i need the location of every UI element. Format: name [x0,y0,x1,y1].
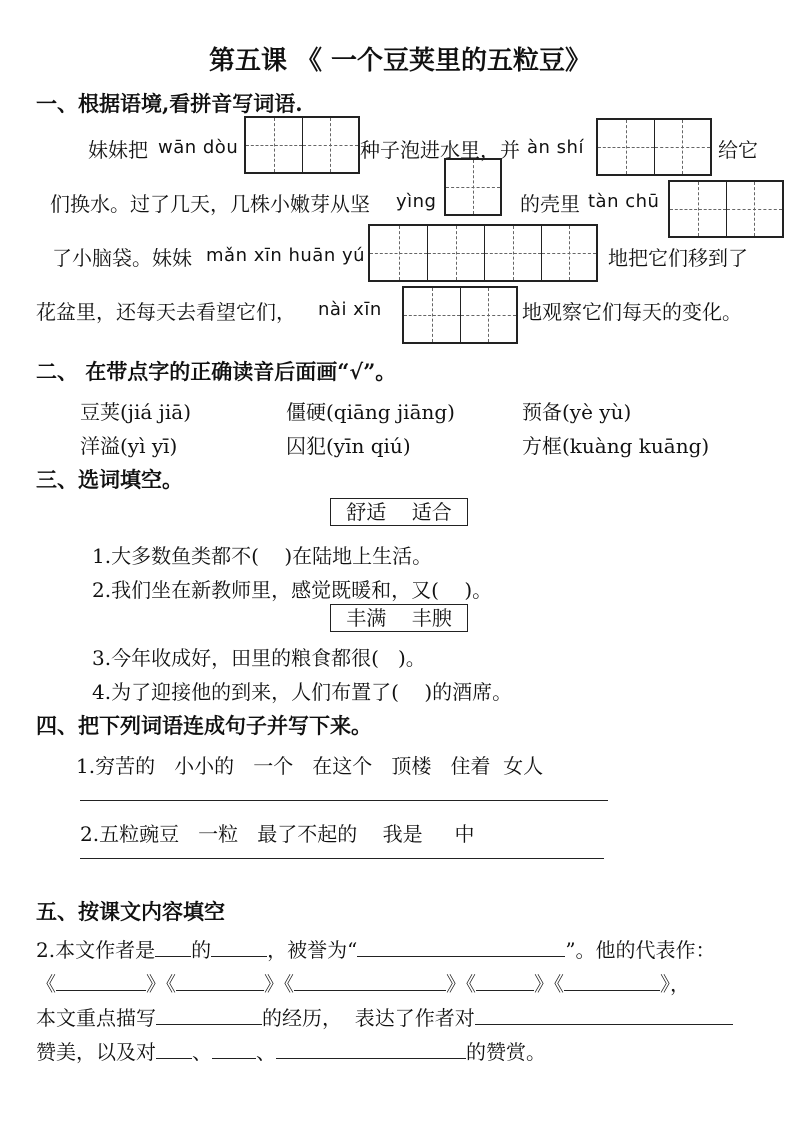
s1-text-1c: 给它 [718,138,758,162]
blank[interactable] [156,1036,192,1059]
s1-text-4b: 地观察它们每天的变化。 [522,300,742,324]
fill-text: 2.本文作者是 [36,938,156,962]
s1-text-4a: 花盆里，还每天去看望它们， [36,300,296,324]
blank[interactable] [176,968,264,991]
writing-grid-anshi[interactable] [596,118,712,176]
writing-grid-wandou[interactable] [244,116,360,174]
pinyin-anshi: àn shí [527,137,584,158]
fill-line-works [36,968,690,997]
pinyin-manxinhuanyu: mǎn xīn huān yú [206,245,366,266]
pronunciation-item[interactable]: 方框(kuàng kuāng) [522,434,710,458]
writing-grid-naixin[interactable] [402,286,518,344]
fill-text: 》， [660,972,690,996]
blank[interactable] [357,934,565,957]
s1-text-2b: 的壳里 [520,192,580,216]
pinyin-naixin: nài xīn [318,299,382,320]
pronunciation-item[interactable]: 囚犯(yīn qiú) [286,434,411,458]
pronunciation-item[interactable]: 洋溢(yì yī) [80,434,178,458]
fill-text: 、 [192,1040,212,1064]
fill-question-3[interactable]: 3.今年收成好，田里的粮食都很( )。 [92,646,426,670]
s1-text-3a: 了小脑袋。妹妹 [52,246,192,270]
fill-text: ，被誉为“ [267,938,358,962]
pronunciation-item[interactable]: 预备(yè yù) [522,400,632,424]
sentence-words-1: 1.穷苦的 小小的 一个 在这个 顶楼 住着 女人 [76,754,544,778]
fill-text: 《 [284,972,294,996]
blank[interactable] [155,934,191,957]
fill-text: 《 [36,972,56,996]
blank[interactable] [276,1036,466,1059]
pinyin-wandou: wān dòu [158,137,239,158]
blank[interactable] [212,1036,256,1059]
fill-text: 的经历， 表达了作者对 [262,1006,475,1030]
pronunciation-item[interactable]: 豆荚(jiá jiā) [80,400,192,424]
fill-text: 的赞赏。 [466,1040,546,1064]
fill-text: 《 [554,972,564,996]
fill-text: 》 [146,972,166,996]
fill-text: 》 [446,972,466,996]
blank[interactable] [294,968,446,991]
fill-question-1[interactable]: 1.大多数鱼类都不( )在陆地上生活。 [92,544,433,568]
section2-heading: 二、 在带点字的正确读音后面画“√”。 [36,359,397,384]
sentence-words-2: 2.五粒豌豆 一粒 最了不起的 我是 中 [80,822,475,846]
fill-text: 本文重点描写 [36,1006,156,1030]
s1-text-2a: 们换水。过了几天，几株小嫩芽从坚 [50,192,370,216]
fill-text: 赞美，以及对 [36,1040,156,1064]
blank[interactable] [564,968,660,991]
word-choice-box-1: 舒适 适合 [330,498,468,526]
section3-heading: 三、选词填空。 [36,467,183,492]
pinyin-tanchu: tàn chū [588,191,660,212]
writing-grid-manxinhuanyu[interactable] [368,224,598,282]
s1-text-3b: 地把它们移到了 [608,246,748,270]
fill-line-praise [36,1036,546,1065]
fill-text: 《 [166,972,176,996]
answer-line-1[interactable] [80,800,608,801]
fill-text: 》 [534,972,554,996]
pinyin-ying: yìng [396,191,437,212]
fill-question-4[interactable]: 4.为了迎接他的到来，人们布置了( )的酒席。 [92,680,513,704]
section5-heading: 五、按课文内容填空 [36,899,225,924]
blank[interactable] [476,968,534,991]
section4-heading: 四、把下列词语连成句子并写下来。 [36,713,372,738]
fill-line-focus [36,1002,733,1031]
fill-line-author [36,934,716,963]
blank[interactable] [56,968,146,991]
section1-heading: 一、根据语境,看拼音写词语. [36,91,303,116]
writing-grid-tanchu[interactable] [668,180,784,238]
writing-grid-ying[interactable] [444,158,502,216]
s1-text-1b: 种子泡进水里，并 [360,138,520,162]
word-choice-box-2: 丰满 丰腴 [330,604,468,632]
pronunciation-item[interactable]: 僵硬(qiāng jiāng) [286,400,455,424]
fill-text: 的 [191,938,212,962]
page-title: 第五课 《 一个豆荚里的五粒豆》 [208,46,592,76]
fill-question-2[interactable]: 2.我们坐在新教师里，感觉既暖和，又( )。 [92,578,493,602]
answer-line-2[interactable] [80,858,604,859]
fill-text: 《 [466,972,476,996]
fill-text: 》 [264,972,284,996]
blank[interactable] [156,1002,262,1025]
s1-text-1a: 妹妹把 [88,138,148,162]
fill-text: ”。他的代表作： [565,938,716,962]
blank[interactable] [211,934,267,957]
fill-text: 、 [256,1040,276,1064]
blank[interactable] [475,1002,733,1025]
